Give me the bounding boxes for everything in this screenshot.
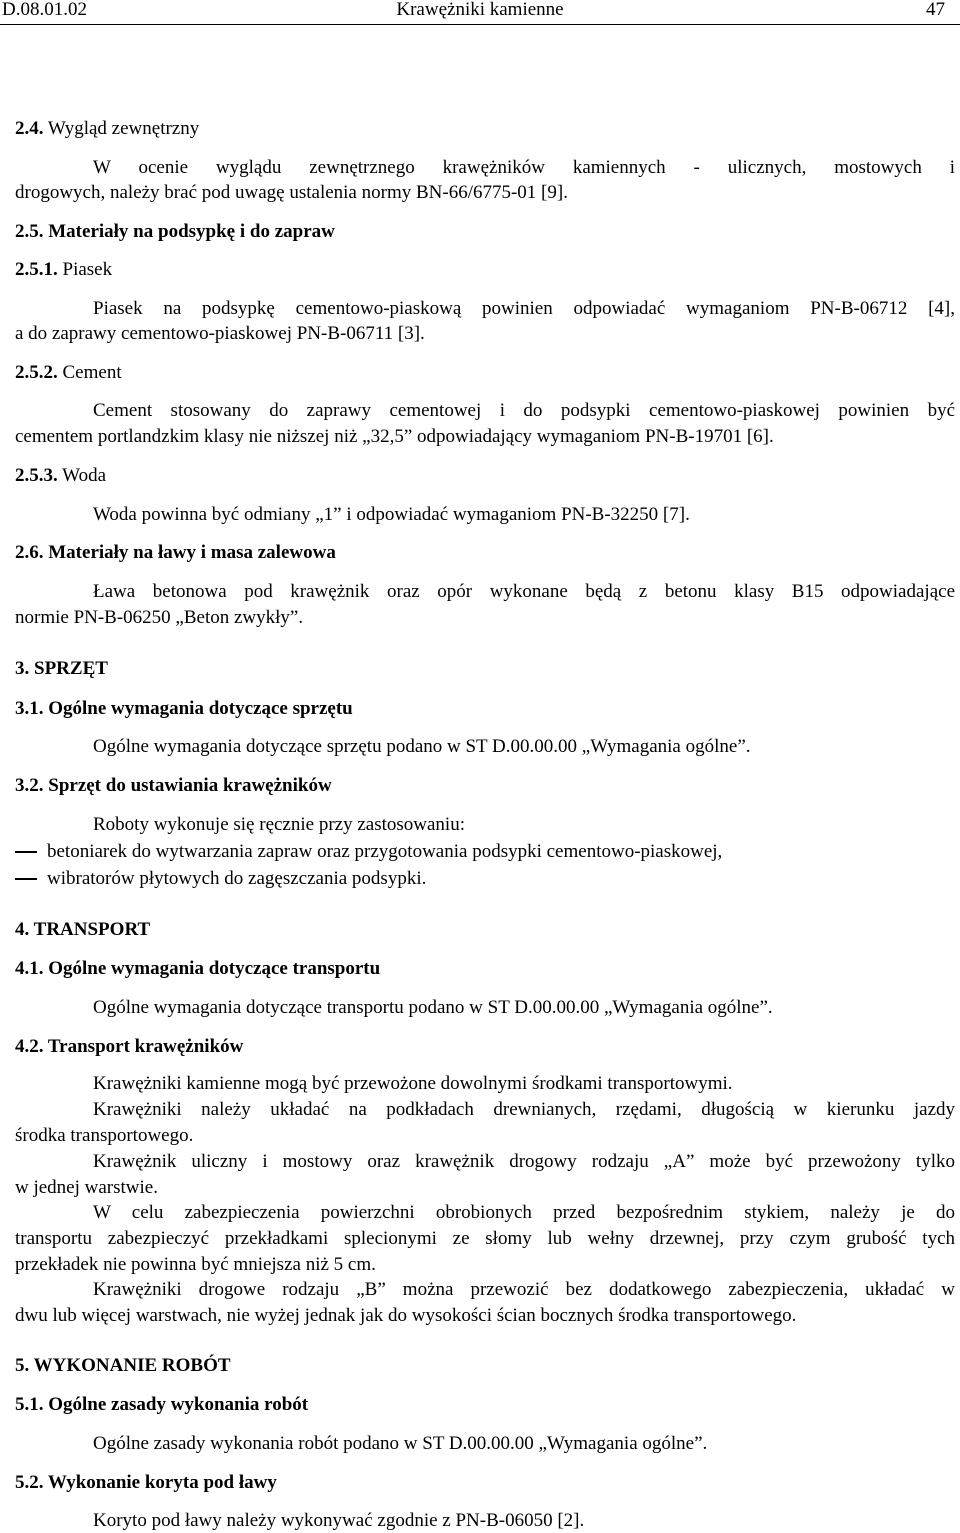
paragraph-line: normie PN-B-06250 „Beton zwykły”. (15, 607, 304, 628)
paragraph-line: przekładek nie powinna być mniejsza niż 5 cm. (15, 1254, 376, 1275)
paragraph-line: Ława betonowa pod krawężnik oraz opór wykonane będą z betonu klasy B15 odpowiadające (93, 581, 955, 602)
paragraph-line: Krawężnik uliczny i mostowy oraz krawężnik drogowy rodzaju „A” może być przewożony tylko (93, 1151, 955, 1172)
section-2-6-heading: 2.6. Materiały na ławy i masa zalewowa (15, 542, 336, 563)
section-3-heading: 3. SPRZĘT (15, 658, 108, 679)
paragraph-line: Woda powinna być odmiany „1” i odpowiadać wymaganiom PN-B-32250 [7]. (93, 504, 690, 525)
paragraph-line: Roboty wykonuje się ręcznie przy zastosowaniu: (93, 814, 465, 835)
paragraph-line: cementem portlandzkim klasy nie niższej niż „32,5” odpowiadający wymaganiom PN-B-19701 [6]. (15, 426, 774, 447)
paragraph-line: W ocenie wyglądu zewnętrznego krawężników kamiennych - ulicznych, mostowych i (93, 157, 955, 178)
paragraph-line: środka transportowego. (15, 1125, 194, 1146)
section-4-2-heading: 4.2. Transport krawężników (15, 1036, 244, 1057)
paragraph-line: drogowych, należy brać pod uwagę ustalenia normy BN-66/6775-01 [9]. (15, 182, 568, 203)
paragraph-line: Cement stosowany do zaprawy cementowej i do podsypki cementowo-piaskowej powinien być (93, 400, 955, 421)
section-2-4-heading: 2.4. Wygląd zewnętrzny (15, 118, 200, 139)
paragraph-line: a do zaprawy cementowo-piaskowej PN-B-06711 [3]. (15, 323, 425, 344)
page-header (0, 0, 960, 25)
section-2-5-1-heading: 2.5.1. Piasek (15, 259, 113, 280)
paragraph-line: W celu zabezpieczenia powierzchni obrobionych przed bezpośrednim stykiem, należy je do (93, 1202, 955, 1223)
section-2-5-2-heading: 2.5.2. Cement (15, 362, 122, 383)
section-5-heading: 5. WYKONANIE ROBÓT (15, 1355, 231, 1376)
list-item: wibratorów płytowych do zagęszczania podsypki. (47, 868, 427, 889)
paragraph-line: Ogólne wymagania dotyczące transportu podano w ST D.00.00.00 „Wymagania ogólne”. (93, 997, 773, 1018)
section-4-1-heading: 4.1. Ogólne wymagania dotyczące transportu (15, 958, 381, 979)
paragraph-line: Krawężniki kamienne mogą być przewożone dowolnymi środkami transportowymi. (93, 1073, 733, 1094)
section-3-2-heading: 3.2. Sprzęt do ustawiania krawężników (15, 775, 332, 796)
list-item: betoniarek do wytwarzania zapraw oraz przygotowania podsypki cementowo-piaskowej, (47, 841, 723, 862)
paragraph-line: transportu zabezpieczyć przekładkami splecionymi ze słomy lub wełny drzewnej, przy czym grubość tych (15, 1228, 955, 1249)
section-4-heading: 4. TRANSPORT (15, 919, 151, 940)
section-5-1-heading: 5.1. Ogólne zasady wykonania robót (15, 1394, 309, 1415)
section-2-5-heading: 2.5. Materiały na podsypkę i do zapraw (15, 221, 335, 242)
paragraph-line: Krawężniki należy układać na podkładach drewnianych, rzędami, długością w kierunku jazdy (93, 1099, 955, 1120)
paragraph-line: Piasek na podsypkę cementowo-piaskową powinien odpowiadać wymaganiom PN-B-06712 [4], (93, 298, 955, 319)
dash-bullet-icon (15, 878, 37, 880)
document-code: D.08.01.02 (2, 0, 87, 20)
paragraph-line: w jednej warstwie. (15, 1177, 158, 1198)
paragraph-line: dwu lub więcej warstwach, nie wyżej jednak jak do wysokości ścian bocznych środka transportowego. (15, 1305, 797, 1326)
paragraph-line: Krawężniki drogowe rodzaju „B” można przewozić bez dodatkowego zabezpieczenia, układać w (93, 1279, 955, 1300)
dash-bullet-icon (15, 851, 37, 853)
document-title: Krawężniki kamienne (396, 0, 564, 20)
section-2-5-3-heading: 2.5.3. Woda (15, 465, 107, 486)
paragraph-line: Koryto pod ławy należy wykonywać zgodnie z PN-B-06050 [2]. (93, 1510, 585, 1531)
paragraph-line: Ogólne zasady wykonania robót podano w ST D.00.00.00 „Wymagania ogólne”. (93, 1433, 708, 1454)
paragraph-line: Ogólne wymagania dotyczące sprzętu podano w ST D.00.00.00 „Wymagania ogólne”. (93, 736, 751, 757)
page-number: 47 (926, 0, 945, 20)
section-5-2-heading: 5.2. Wykonanie koryta pod ławy (15, 1472, 277, 1493)
section-3-1-heading: 3.1. Ogólne wymagania dotyczące sprzętu (15, 698, 353, 719)
